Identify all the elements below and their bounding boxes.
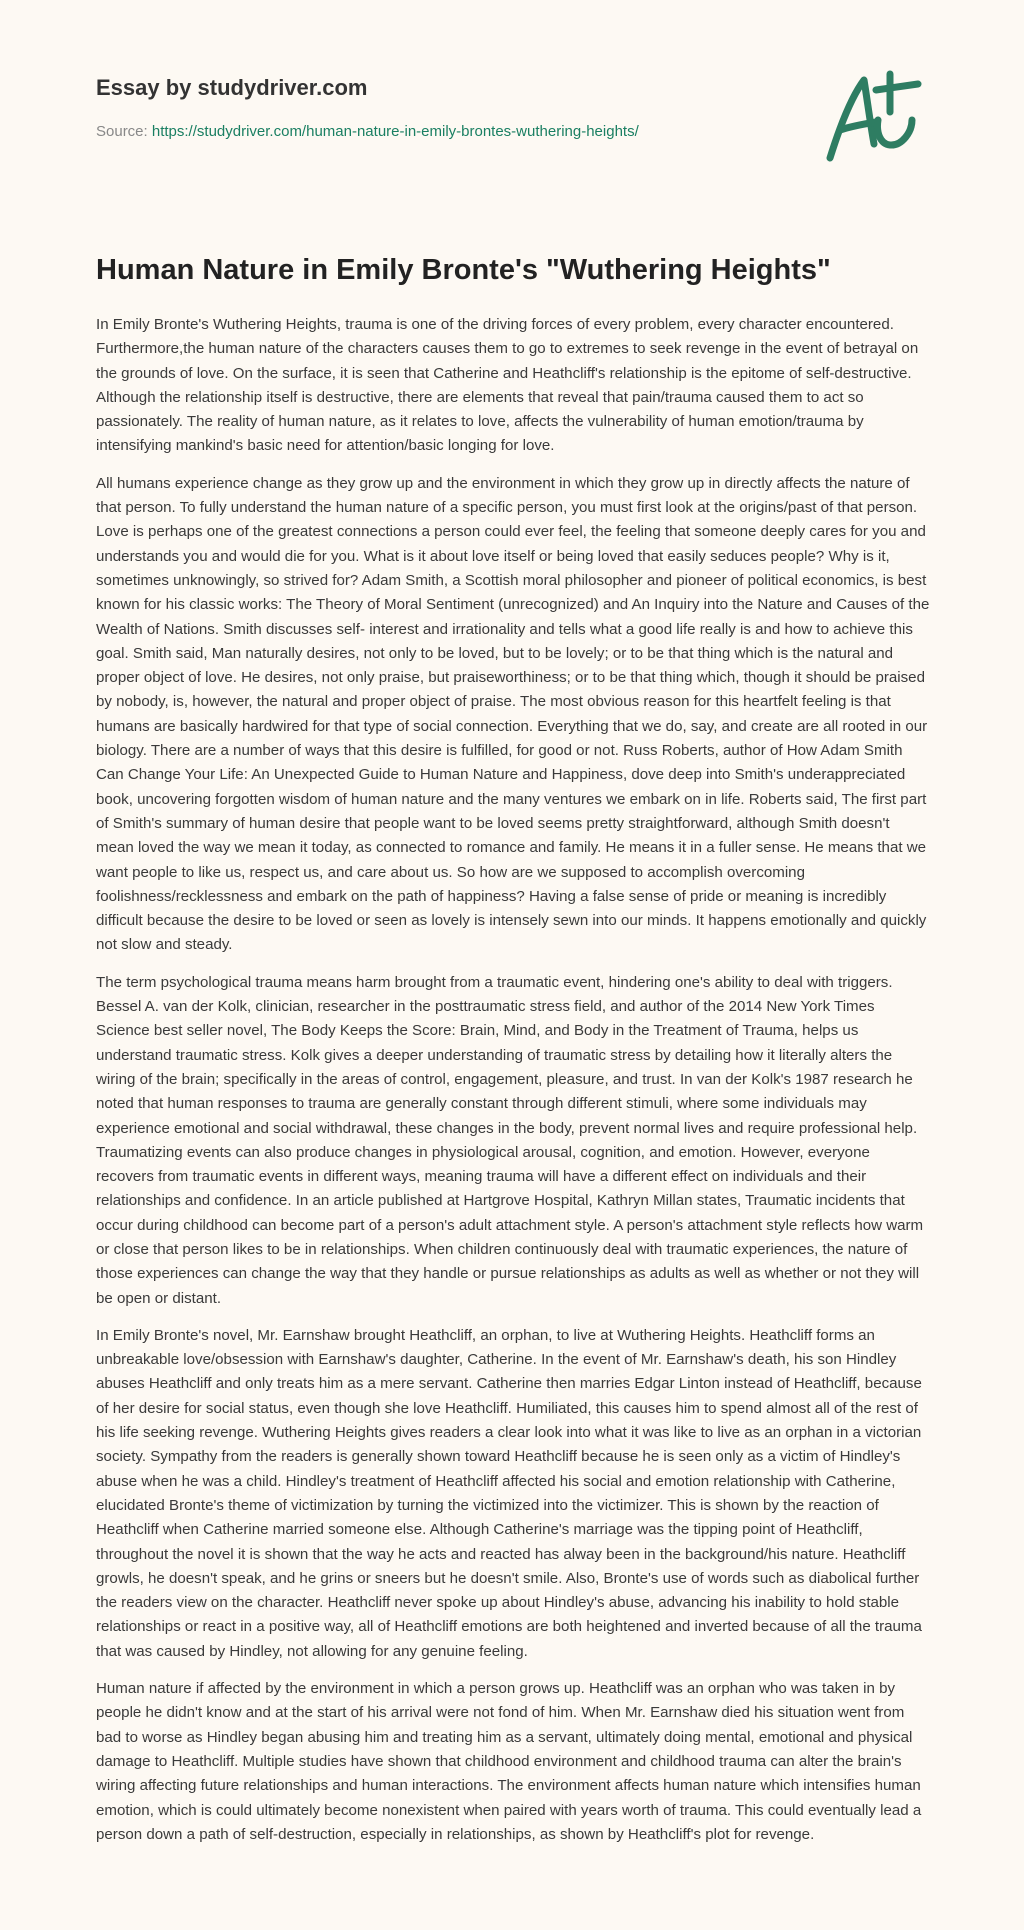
source-line (96, 122, 936, 142)
essay-paragraph: The term psychological trauma means harm brought from a traumatic event, hindering one's ability to deal with triggers. Bessel A. van der Kolk, clinician, researcher in the posttraumatic stress field, and author of the 2014 New York Times Science best seller novel, The Body Keeps the Score: Brain, Mind, and Body in the Treatment of Trauma, helps us understand traumatic stress. Kolk gives a deeper understanding of traumatic stress by detailing how it literally alters the wiring of the brain; specifically in the areas of control, engagement, pleasure, and trust. In van der Kolk's 1987 research he noted that human responses to trauma are generally constant through different stimuli, where some individuals may experience emotional and social withdrawal, these changes in the body, prevent normal lives and require professional help. Traumatizing events can also produce changes in physiological arousal, cognition, and emotion. However, everyone recovers from traumatic events in different ways, meaning trauma will have a different effect on individuals and their relationships and confidence. In an article published at Hartgrove Hospital, Kathryn Millan states, Traumatic incidents that occur during childhood can become part of a person's adult attachment style. A person's attachment style reflects how warm or close that person likes to be in relationships. When children continuously deal with traumatic experiences, the nature of those experiences can change the way that they handle or pursue relationships as adults as well as whether or not they will be open or distant. (96, 973, 924, 1307)
brand-title: Essay by studydriver.com (96, 75, 368, 100)
essay-body (96, 313, 930, 1860)
source-link[interactable]: https://studydriver.com/human-nature-in-emily-brontes-wuthering-heights/ (151, 123, 639, 140)
source-label: Source: (96, 123, 152, 140)
essay-paragraph: In Emily Bronte's Wuthering Heights, trauma is one of the driving forces of every problem, every character encountered. Furthermore,the human nature of the characters causes them to go to extremes to seek revenge in the event of betrayal on the grounds of love. On the surface, it is seen that Catherine and Heathcliff's relationship is the epitome of self-destructive. Although the relationship itself is destructive, there are elements that reveal that pain/trauma caused them to act so passionately. The reality of human nature, as it relates to love, affects the vulnerability of human emotion/trauma by intensifying mankind's basic need for attention/basic longing for love. (96, 316, 919, 455)
essay-title: Human Nature in Emily Bronte's "Wuthering Heights" (96, 254, 831, 286)
essay-paragraph: Human nature if affected by the environment in which a person grows up. Heathcliff was an orphan who was taken in by people he didn't know and at the start of his arrival were not fond of him. When Mr. Earnshaw died his situation went from bad to worse as Hindley began abusing him and treating him as a servant, ultimately doing mental, emotional and physical damage to Heathcliff. Multiple studies have shown that childhood environment and childhood trauma can alter the brain's wiring affecting future relationships and human interactions. The environment affects human nature which intensifies human emotion, which is could ultimately become nonexistent when paired with years worth of trauma. This could eventually lead a person down a path of self-destruction, especially in relationships, as shown by Heathcliff's plot for revenge. (96, 1680, 922, 1843)
essay-paragraph: All humans experience change as they grow up and the environment in which they grow up in directly affects the nature of that person. To fully understand the human nature of a specific person, you must first look at the origins/past of that person. Love is perhaps one of the greatest connections a person could ever feel, the feeling that someone deeply cares for you and understands you and would die for you. What is it about love itself or being loved that easily seduces people? Why is it, sometimes unknowingly, so strived for? Adam Smith, a Scottish moral philosopher and pioneer of political economics, is best known for his classic works: The Theory of Moral Sentiment (unrecognized) and An Inquiry into the Nature and Causes of the Wealth of Nations. Smith discusses self- interest and irrationality and tells what a good life really is and how to achieve this goal. Smith said, Man naturally desires, not only to be loved, but to be lovely; or to be that thing which is the natural and proper object of love. He desires, not only praise, but praiseworthiness; or to be that thing which, though it should be praised by nobody, is, however, the natural and proper object of praise. The most obvious reason for this heartfelt feeling is that humans are basically hardwired for that type of social connection. Everything that we do, say, and create are all rooted in our biology. There are a number of ways that this desire is fulfilled, for good or not. Russ Roberts, author of How Adam Smith Can Change Your Life: An Unexpected Guide to Human Nature and Happiness, dove deep into Smith's underappreciated book, uncovering forgotten wisdom of human nature and the many ventures we embark on in life. Roberts said, The first part of Smith's summary of human desire that people want to be loved seems pretty straightforward, although Smith doesn't mean loved the way we mean it today, as connected to romance and family. He means it in a fuller sense. He means that we want people to like us, respect us, and care about us. So how are we supposed to accomplish overcoming foolishness/recklessness and embark on the path of happiness? Having a false sense of pride or meaning is incredibly difficult because the desire to be loved or seen as lovely is intensely sewn into our minds. It happens emotionally and quickly not slow and steady. (96, 474, 930, 954)
essay-paragraph: In Emily Bronte's novel, Mr. Earnshaw brought Heathcliff, an orphan, to live at Wuthering Heights. Heathcliff forms an unbreakable love/obsession with Earnshaw's daughter, Catherine. In the event of Mr. Earnshaw's death, his son Hindley abuses Heathcliff and only treats him as a mere servant. Catherine then marries Edgar Linton instead of Heathcliff, because of her desire for social status, even though she love Heathcliff. Humiliated, this causes him to spend almost all of the rest of his life seeking revenge. Wuthering Heights gives readers a clear look into what it was like to live as an orphan in a victorian society. Sympathy from the readers is generally shown toward Heathcliff because he is seen only as a victim of Hindley's abuse when he was a child. Hindley's treatment of Heathcliff affected his social and emotion relationship with Catherine, elucidated Bronte's theme of victimization by turning the victimized into the victimizer. This is shown by the reaction of Heathcliff when Catherine married someone else. Although Catherine's marriage was the tipping point of Heathcliff, throughout the novel it is shown that the way he acts and reacted has alway been in the background/his nature. Heathcliff growls, he doesn't speak, and he grins or sneers but he doesn't smile. Also, Bronte's use of words such as diabolical further the readers view on the character. Heathcliff never spoke up about Hindley's abuse, advancing his inability to hold stable relationships or react in a positive way, all of Heathcliff emotions are both heightened and inverted because of all the trauma that was caused by Hindley, not allowing for any genuine feeling. (96, 1326, 922, 1660)
site-header (96, 74, 936, 142)
a-plus-logo-icon (820, 66, 930, 172)
